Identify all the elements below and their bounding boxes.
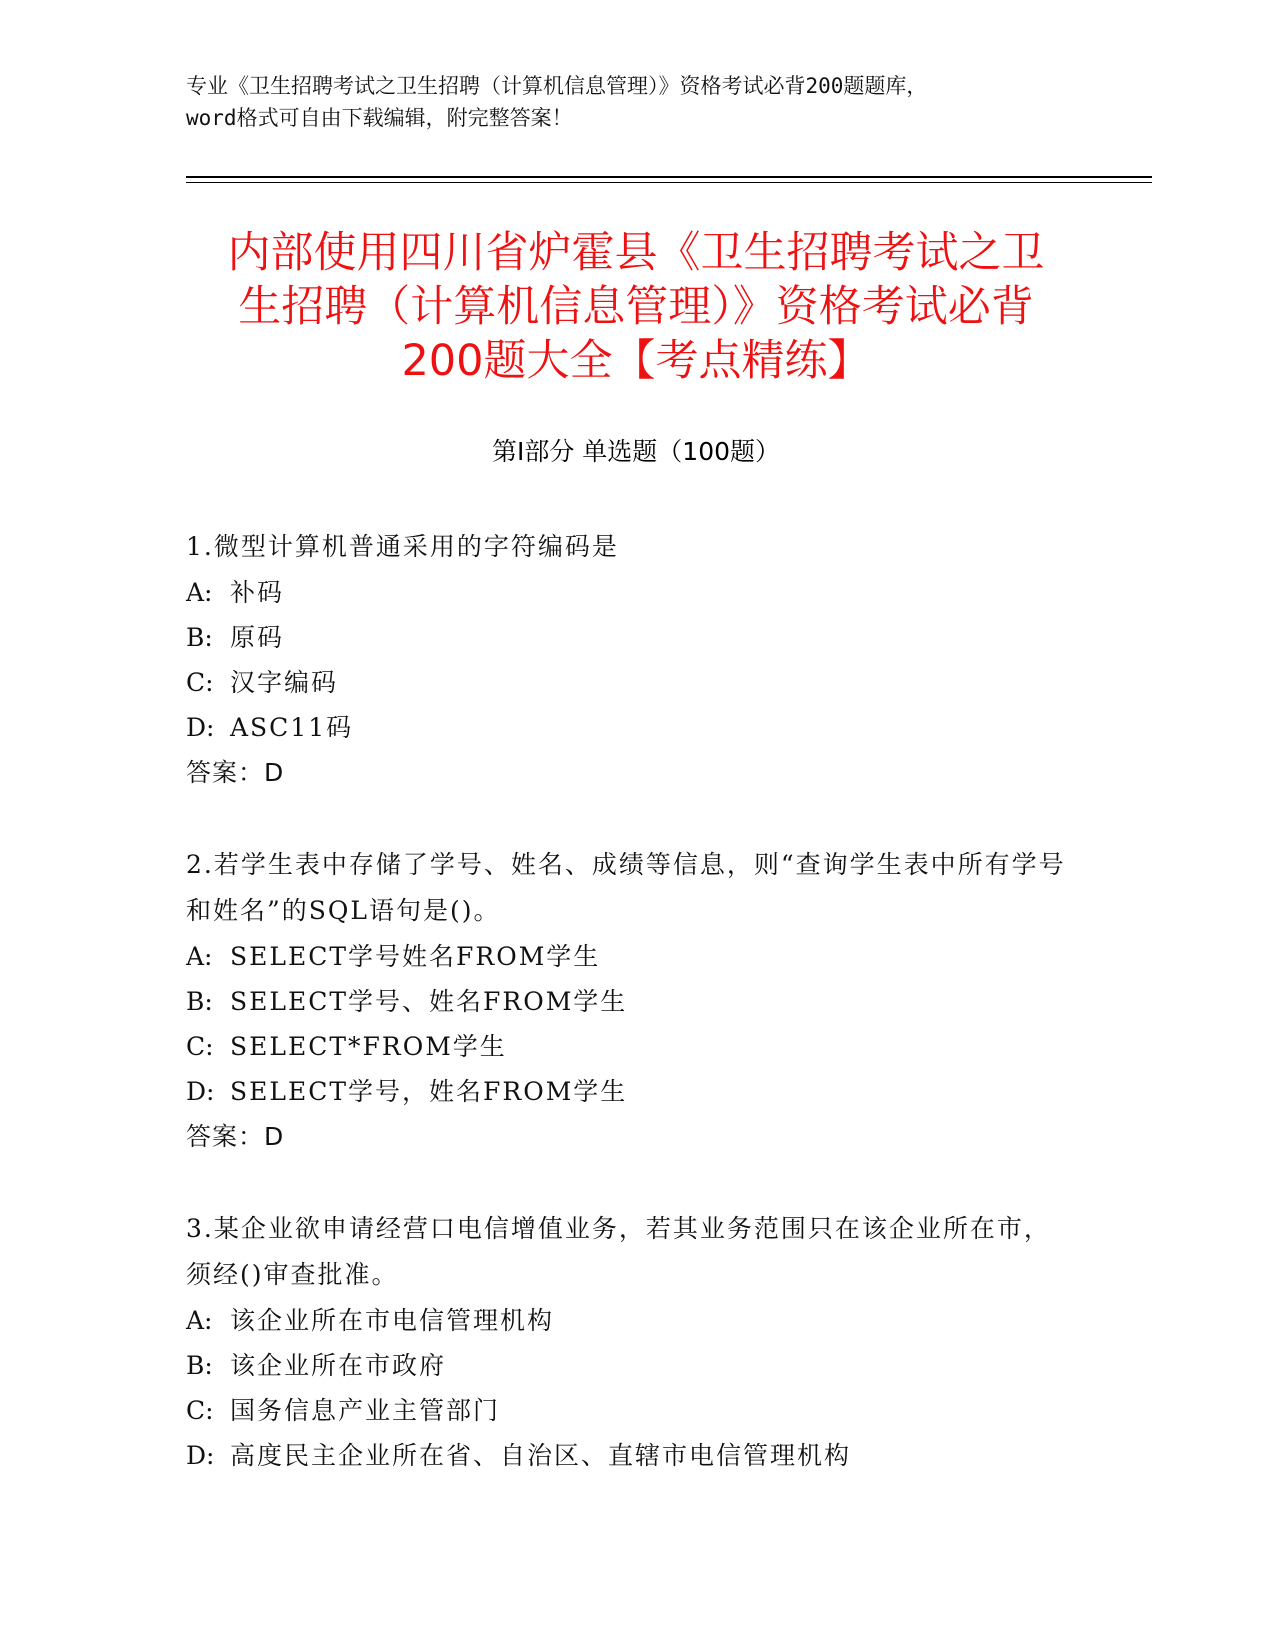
option-text: 原码 [230,623,285,652]
document-title-line-1: 内部使用四川省炉霍县《卫生招聘考试之卫 [227,228,1045,278]
option-c [186,1024,1066,1069]
question-stem: 1.微型计算机普通采用的字符编码是 [186,532,619,561]
option-b [186,979,1066,1024]
option-text: 补码 [230,578,285,607]
answer-line: 答案：D [186,1122,285,1151]
option-d [186,1433,1066,1478]
option-text: SELECT学号，姓名FROM学生 [230,1077,628,1106]
section-heading: 第Ⅰ部分 单选题（100题） [491,437,781,466]
header-rule-thin [186,182,1152,183]
option-text: 高度民主企业所在省、自治区、直辖市电信管理机构 [230,1441,852,1470]
option-key: A: [186,578,213,607]
document-title-line-2: 生招聘（计算机信息管理）》资格考试必背 [238,282,1034,332]
option-key: D: [186,1077,215,1106]
document-title-line-3: 200题大全【考点精练】 [401,336,871,386]
answer-line: 答案：D [186,758,285,787]
option-text: SELECT*FROM学生 [230,1032,507,1061]
option-d [186,705,1066,750]
document-title [186,226,1086,388]
option-b [186,1343,1066,1388]
option-c [186,660,1066,705]
question-stem: 3.某企业欲申请经营口电信增值业务，若其业务范围只在该企业所在市，须经()审查批准。 [186,1214,1051,1289]
option-key: A: [186,1306,213,1335]
header-note [186,70,1086,134]
option-key: B: [186,987,213,1016]
option-b [186,615,1066,660]
option-a [186,570,1066,615]
option-text: 国务信息产业主管部门 [230,1396,501,1425]
option-a [186,934,1066,979]
question-stem: 2.若学生表中存储了学号、姓名、成绩等信息，则“查询学生表中所有学号和姓名”的SQL语句是()。 [186,850,1066,925]
question-list [186,524,1066,1524]
header-note-line-2: word格式可自由下载编辑，附完整答案！ [186,106,573,130]
option-key: C: [186,1032,214,1061]
option-key: D: [186,1441,215,1470]
question-3 [186,1206,1066,1478]
option-text: SELECT学号、姓名FROM学生 [230,987,628,1016]
header-note-line-1: 专业《卫生招聘考试之卫生招聘（计算机信息管理）》资格考试必背200题题库， [186,74,928,98]
option-text: 汉字编码 [230,668,339,697]
option-text: ASC11码 [230,713,354,742]
question-2 [186,842,1066,1160]
option-text: 该企业所在市政府 [230,1351,447,1380]
option-key: A: [186,942,213,971]
option-a [186,1298,1066,1343]
option-key: B: [186,1351,213,1380]
option-text: SELECT学号姓名FROM学生 [230,942,601,971]
option-text: 该企业所在市电信管理机构 [230,1306,555,1335]
option-key: C: [186,1396,214,1425]
option-c [186,1388,1066,1433]
header-rule-thick [186,176,1152,178]
question-1 [186,524,1066,796]
option-key: B: [186,623,213,652]
option-key: D: [186,713,215,742]
option-key: C: [186,668,214,697]
option-d [186,1069,1066,1114]
